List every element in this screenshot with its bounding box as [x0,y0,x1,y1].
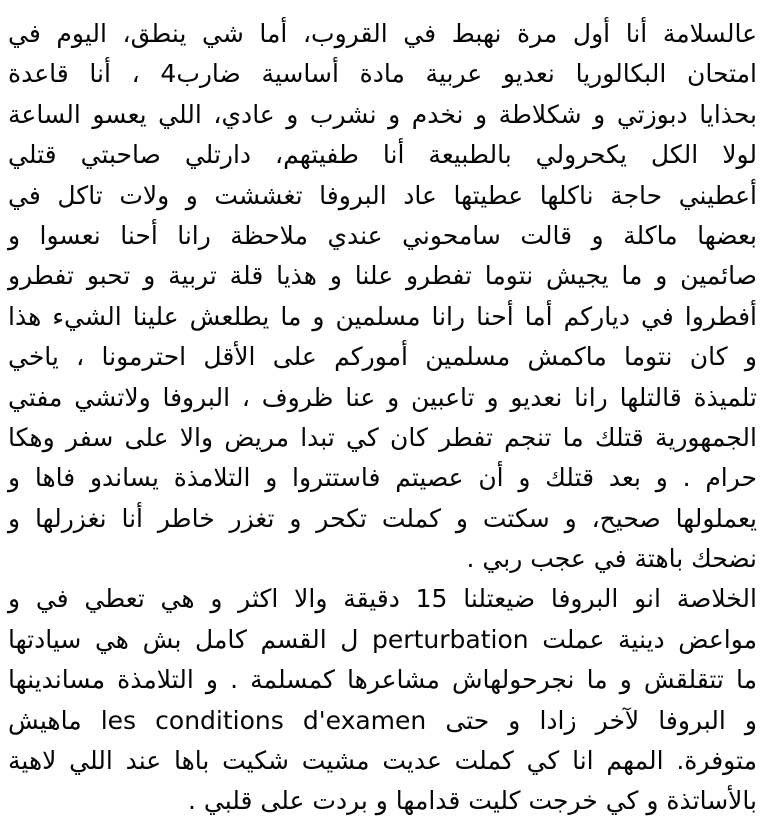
post-line: حرام . و بعد قتلك و أن عصيتم فاستتروا و التلامذة يساندو فاها و [8,463,757,493]
post-line: صائمين و ما يجيش نتوما تفطرو علنا و هذيا قلة تربية و تحبو تفطرو [8,261,757,291]
post-line: أفطروا في دياركم أما أحنا رانا مسلمين و ما يطلعش علينا الشيء هذا [8,301,757,331]
post-line: نضحك باهتة في عجب ربي . [466,544,757,574]
post-line: الجمهورية قتلك ما تنجم تفطر كان كي تبدا مريض والا على سفر وهكا [8,422,757,452]
post-line: متوفرة. المهم انا كي كملت عديت مشيت شكيت باها عند اللي لاهية [8,746,757,776]
post-line: عالسلامة أنا أول مرة نهبط في القروب، أما شي ينطق، اليوم في [8,19,757,48]
post-line: بعضها ماكلة و قالت سامحوني عندي ملاحظة رانا أحنا نعسوا و [8,220,757,250]
post-line: تلميذة قالتلها رانا نعديو و تاعبين و عنا ظروف ، البروفا ولاتشي مفتي [8,382,757,412]
post-line: بحذايا دبوزتي و شكلاطة و نخدم و نشرب و عادي، اللي يعسو الساعة [8,99,757,129]
post-line: الخلاصة انو البروفا ضيعتلنا 15 دقيقة والا اكثر و هي تعطي في و [8,584,757,614]
post-line: امتحان البكالوريا نعديو عربية مادة أساسية ضارب4 ، أنا قاعدة [8,59,757,89]
post-line: لولا الكل يكحرولي بالطبيعة أنا طفيتهم، دارتلي صاحبتي قتلي [8,140,757,170]
post-line: و كان نتوما ماكمش مسلمين أموركم على الأقل احترمونا ، ياخي [8,342,757,372]
post-body [8,14,757,822]
post-line: يعملولها صحيح، و سكتت و كملت تكحر و تغزر خاطر أنا نغزرلها و [8,503,757,533]
post-line: بالأساتذة و كي خرجت كليت قدامها و بردت على قلبي . [187,786,757,816]
post-line: و البروفا لآخر زادا و حتى les conditions d'examen ماهيش [8,705,757,735]
post-line: أعطيني حاجة ناكلها عطيتها عاد البروفا تغششت و ولات تاكل في [8,180,757,210]
post-line: مواعض دينية عملت perturbation ل القسم كامل بش هي سيادتها [8,624,757,654]
post-line: ما تتقلقش و ما نجرحولهاش مشاعرها كمسلمة . و التلامذة مساندينها [8,665,757,695]
